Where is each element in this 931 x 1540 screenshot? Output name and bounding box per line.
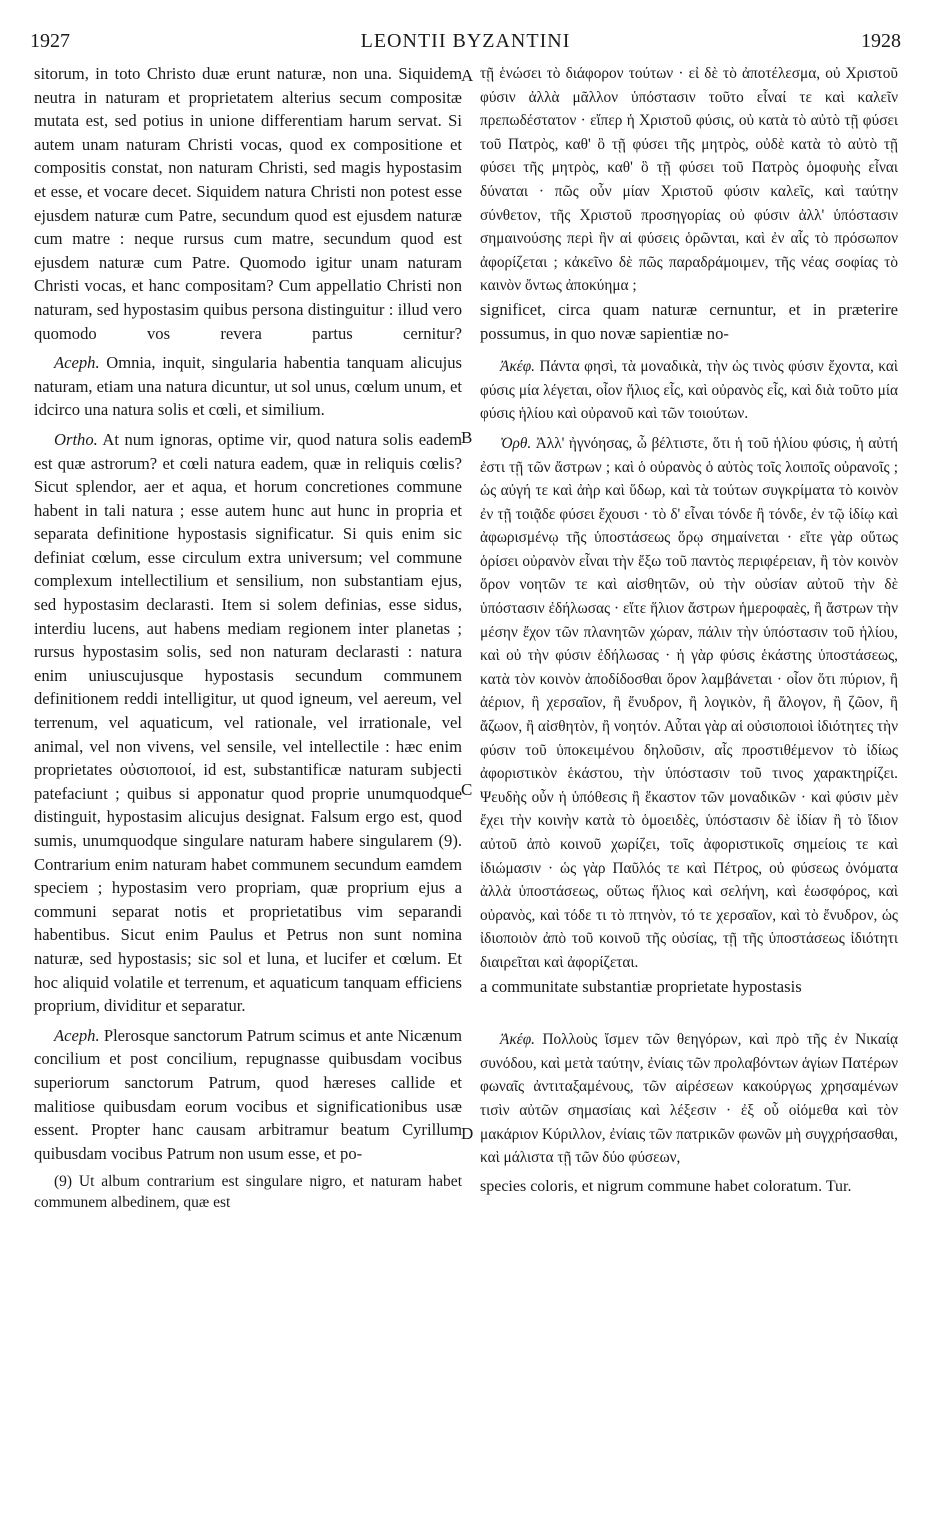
section-marker-d: D xyxy=(461,1124,474,1143)
latin-continuation-1: significet, circa quam naturæ cernuntur, et in præterire possumus, in quo novæ sapientiæ no- xyxy=(480,299,898,343)
greek-paragraph-1: τῇ ἑνώσει τὸ διάφορον τούτων · εἰ δὲ τὸ ἀποτέλεσμα, οὐ Χριστοῦ φύσιν ἀλλὰ μᾶλλον ὑπόστασιν τοῦτο εἶναί τε καὶ καλεῖν πρεπωδέστατον · εἴπερ ἡ Χριστοῦ φύσις, οὐ κατὰ τὸ αὐτὸ τῇ φύσει τοῦ Πατρὸς, καθ' ὃ τῇ φύσει τῆς μητρὸς, οὐδὲ κατὰ τὸ αὐτὸ τῇ φύσει τῆς μητρὸς, καθ' ὃ τῇ φύσει τοῦ Πατρὸς ὁμοφυὴς εἶναι δύναται · πῶς οὖν μίαν Χριστοῦ φύσιν καλεῖς, καὶ ταύτην σύνθετον, τῆς Χριστοῦ προσηγορίας οὐ φύσιν ἀλλ' ὑπόστασιν σημαινούσης περὶ ἣν αἱ φύσεις ὁρῶνται, καὶ ἐν αἷς τὸ πρόσωπον ἀφορίζεται ; κἀκεῖνο δὲ πῶς παραδράμοιμεν, τῆς νέας σοφίας τὸ καινὸν ὄντως ἀποκύημα ; xyxy=(480,65,898,295)
section-marker-b: B xyxy=(461,428,473,447)
latin-footnote: (9) Ut album contrarium est singulare nigro, et naturam habet communem albedinem, quæ est xyxy=(34,1173,462,1212)
greek-column xyxy=(480,62,898,1197)
latin-paragraph-1: sitorum, in toto Christo duæ erunt naturæ, non una. Siquidem neutra in naturam et proprietatem alterius secum compositæ mutata est, sed potius in unione differentiam harum servat. Si autem unam naturam Christi vocas, quod ex compositione et compositis constat, non naturam Christi, sed magis hypostasim et esse, et vocare decet. Siquidem natura Christi non potest esse ejusdem naturæ cum Patre, secundum quod est ejusdem naturæ cum matre : neque rursus cum matre, secundum quod est ejusdem naturæ cum Patre. Quomodo igitur unam naturam Christi vocas, et hanc compositam? Cum appellatio Christi non naturam, sed hypostasim quibus persona distinguitur : illud vero quomodo vos revera partus cernitur? xyxy=(34,64,462,343)
speaker-label: Aceph. xyxy=(54,353,100,373)
page-header xyxy=(30,30,901,56)
latin-continuation-2: a communitate substantiæ proprietate hypostasis xyxy=(480,976,802,996)
footnote-continuation: species coloris, et nigrum commune habet coloratum. Tur. xyxy=(480,1177,852,1195)
latin-paragraph-3 xyxy=(34,428,462,1018)
speaker-label: Ortho. xyxy=(54,429,98,449)
running-title: LEONTII BYZANTINI xyxy=(360,30,571,52)
latin-paragraph-2-text: Omnia, inquit, singularia habentia tanquam alicujus naturam, etiam una natura dicuntur, ut sol unus, cœlum unum, et idcirco una natura solis et cœli, et similium. xyxy=(34,353,462,420)
greek-paragraph-4 xyxy=(480,1028,898,1170)
speaker-label: Ἀκέφ. xyxy=(500,1031,536,1049)
greek-paragraph-3-text: Ἀλλ' ἠγνόησας, ὦ βέλτιστε, ὅτι ἡ τοῦ ἡλίου φύσις, ἡ αὐτή ἐστι τῇ τῶν ἄστρων ; καὶ ὁ οὐρανὸς ὁ αὐτὸς τοῖς λοιποῖς οὐρανοῖς ; ὡς αὐγή τε καὶ ἀὴρ καὶ ὕδωρ, καὶ τὰ τούτων συγκρίματα τὸ κοινὸν ἐν τῇ τοιᾷδε φύσει ἔχουσι · τὸ δ' εἶναι τόνδε ἢ τόνδε, ἐν τῷ ἰδίῳ καὶ ἀφωρισμένῳ τῆς ὑποστάσεως ὅρῳ σημαίνεται · εἴτε γὰρ οὕτως ὁρίσει οὐρανὸν εἶναι τὴν ἔξω τοῦ παντὸς περιφέρειαν, ἢ τὸν κοινὸν ὅρον νοητῶν τε καὶ αἰσθητῶν, οὐ τὴν οὐσίαν αὐτοῦ τὴν δὲ ὑπόστασιν ἐδήλωσας · εἴτε ἥλιον ἄστρων ἡμεροφαὲς, ἢ ἄστρων τὴν μέσην ἔχον τῶν πλανητῶν χώραν, πάλιν τὴν ὑπόστασιν τοῦ ἡλίου, καὶ οὐ τὴν φύσιν ἐδήλωσας · ἡ γὰρ φύσις ἑκάστης ὑποστάσεως, κατὰ τὸν κοινὸν ἀποδίδοσθαι ὅρον λαμβάνεται · οἷον ὅτι πύριον, ἢ ἀέριον, ἢ χερσαῖον, ἢ ἔνυδρον, ἢ λογικὸν, ἢ ἄλογον, ἢ ζῶον, ἢ ἄζωον, ἢ αἰσθητὸν, ἢ νοητόν. Αὗται γὰρ αἱ οὐσιοποιοὶ ἰδιότητες τὴν φύσιν τοῦ ὑποκειμένου δηλοῦσιν, αἷς προστιθέμενον τὸ ἰδίως ἀφοριστικὸν ἑκάστου, τὴν ὑπόστασιν τοῦ τινος χαρακτηρίζει. Ψευδὴς οὖν ἡ ὑπόθεσις ἢ ἕκαστον τῶν μοναδικῶν · καὶ φύσιν μὲν ἔχει τὴν κοινὴν κατὰ τὸ ὁμοειδὲς, ὑπόστασιν δὲ ἰδίαν ἢ τὸ ἴδιον αὐτοῦ ἀπὸ κοινοῦ χωρίζει, τοῖς ἀφοριστικοῖς σημείοις τε καὶ ἰδιώμασιν · ὡς γὰρ Παῦλός τε καὶ Πέτρος, οὐ φύσεως ὀνόματα ἀλλὰ ὑποστάσεως, οὕτως ἥλιος καὶ σελήνη, καὶ ἑωσφόρος, καὶ οὐρανὸς, καὶ τόδε τι τὸ πτηνὸν, τό τε χερσαῖον, καὶ τὸ ἔνυδρον, ὡς ἰδιοποιὸν ἀπὸ τοῦ κοινοῦ τῆς οὐσίας, τῇ τῆς ὑποστάσεως ἰδιότητι διαιρεῖται καὶ ἀφορίζεται. xyxy=(480,434,898,971)
latin-paragraph-4 xyxy=(34,1024,462,1166)
greek-paragraph-2 xyxy=(480,355,898,426)
page-number-right: 1928 xyxy=(861,30,901,52)
latin-paragraph-4-text: Plerosque sanctorum Patrum scimus et ante Nicænum concilium et post concilium, repugnasse quibusdam vocibus superiorum sanctorum Patrum, quod hæreses callide et malitiose quibusdam eorum vocibus et significationibus usæ essent. Propter hanc causam arbitramur beatum Cyrillum quibusdam vocibus Patrum non usum esse, et po- xyxy=(34,1025,462,1163)
section-marker-c: C xyxy=(461,780,473,799)
speaker-label: Ὀρθ. xyxy=(500,434,532,452)
greek-paragraph-2-text: Πάντα φησὶ, τὰ μοναδικὰ, τὴν ὡς τινὸς φύσιν ἔχοντα, καὶ φύσις μία λέγεται, οἷον ἥλιος εἷς, καὶ οὐρανὸς εἷς, καὶ διὰ τοῦτο μία φύσις ἡλίου καὶ οὐρανοῦ καὶ τῶν τοιούτων. xyxy=(480,358,898,423)
latin-paragraph-3-text: At num ignoras, optime vir, quod natura solis eadem est quæ astrorum? et cœli natura eadem, quæ in reliquis cœlis? Sicut splendor, aer et aqua, et horum concretiones commune habent in tali natura ; esse autem hunc aut hunc in propria et separata definitione hypostasis significatur. Si quis enim sic definiat cœlum, esse circulum extra universum; vel commune complexum intellectilium et sensilium, non substantiam ejus, sed hypostasim declarasti. Item si solem definias, esse sidus, interdiu lucens, aut habens mediam regionem inter planetas ; rursus hypostasim solis, sed non naturam declarasti : natura enim uniuscujusque hypostasis secundum communem definitionem reddi intelligitur, ut quod igneum, vel aereum, vel terrenum, vel aquaticum, vel rationale, vel irrationale, vel animal, vel non vivens, vel sensile, vel intellectile : hæc enim proprietates οὐσιοποιοί, id est, substantificæ naturam subjecti patefaciunt ; quibus si apponatur quod proprie unumquodque distinguit, hypostasim alicujus designat. Falsum ergo est, quod sumis, unumquodque singulare naturam habere singularem (9). Contrarium enim naturam habet communem secundum eamdem speciem ; hypostasim vero propriam, quæ proprium ejus a communi separat notis et proprietatibus vim separandi habentibus. Sicut enim Paulus et Petrus non sunt nomina naturæ, sed hypostasis; sic sol et luna, et lucifer et cœlum. Et hoc aliquid volatile et terrenum, et aquaticum tanquam efficiens proprium, dividitur et separatur. xyxy=(34,429,462,1016)
page-number-left: 1927 xyxy=(30,30,70,52)
section-marker-a: A xyxy=(461,66,474,85)
speaker-label: Ἀκέφ. xyxy=(500,358,536,376)
latin-column xyxy=(34,62,462,1213)
latin-paragraph-2 xyxy=(34,351,462,422)
speaker-label: Aceph. xyxy=(54,1025,100,1045)
greek-paragraph-3 xyxy=(480,432,898,975)
greek-paragraph-4-text: Πολλοὺς ἴσμεν τῶν θεηγόρων, καὶ πρὸ τῆς ἐν Νικαίᾳ συνόδου, καὶ μετὰ ταύτην, ἐνίαις τῶν προλαβόντων ἁγίων Πατέρων φωναῖς ἀντιταξαμένους, τῶν αἱρέσεων κακούργως χρησαμένων τισὶν αὐτῶν σημασίαις καὶ λέξεσιν · ἐξ οὗ οἰόμεθα καὶ τὸν μακάριον Κύριλλον, ἐνίαις τῶν πατρικῶν φωνῶν μὴ συγχρήσασθαι, καὶ μάλιστα τῇ τῶν δύο φύσεων, xyxy=(480,1031,898,1167)
